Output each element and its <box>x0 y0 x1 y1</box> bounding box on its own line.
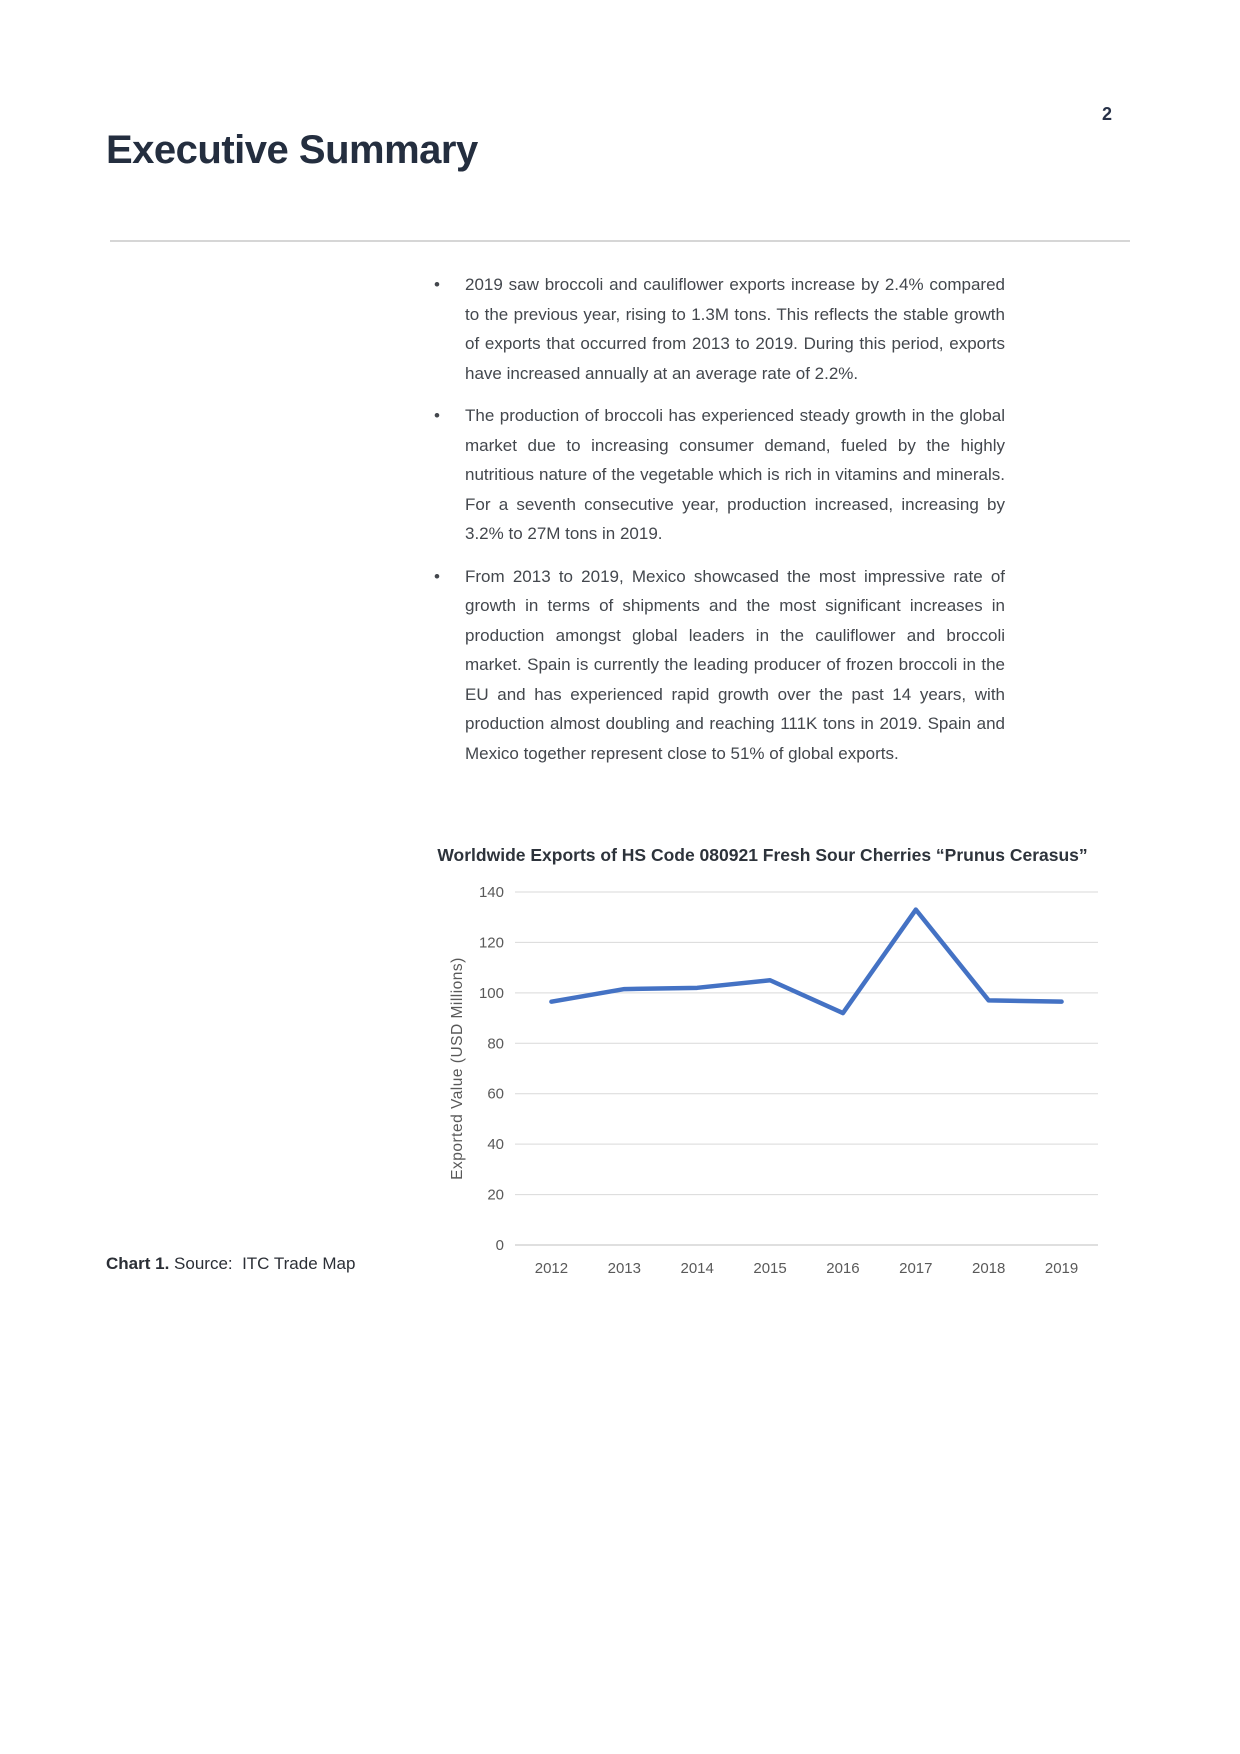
bullet-text: From 2013 to 2019, Mexico showcased the most impressive rate of growth in terms of shipments and the most significant increases in production amongst global leaders in the cauliflower and broccoli market. Spain is currently the leading producer of frozen broccoli in the EU and has experienced rapid growth over the past 14 years, with production almost doubling and reaching 111K tons in 2019. Spain and Mexico together represent close to 51% of global exports. <box>465 566 1005 763</box>
exports-line-chart <box>440 880 1110 1290</box>
x-tick-label: 2012 <box>534 1260 569 1277</box>
x-tick-label: 2018 <box>972 1260 1006 1277</box>
chart-title: Worldwide Exports of HS Code 080921 Fresh Sour Cherries “Prunus Cerasus” <box>437 845 1088 865</box>
x-tick-label: 2019 <box>1044 1260 1079 1277</box>
x-tick-label: 2017 <box>899 1260 933 1277</box>
x-tick-label: 2014 <box>680 1260 714 1277</box>
y-axis-title: Exported Value (USD Millions) <box>449 957 466 1180</box>
bullet-marker-icon: • <box>434 275 440 294</box>
y-tick-label: 60 <box>487 1085 504 1103</box>
chart-caption <box>106 1254 355 1274</box>
page-number: 2 <box>1102 104 1113 124</box>
y-tick-label: 0 <box>495 1237 504 1254</box>
data-line <box>551 910 1061 1013</box>
summary-bullet-list <box>431 270 1005 781</box>
y-tick-label: 140 <box>478 884 504 901</box>
bullet-marker-icon: • <box>434 566 440 586</box>
bullet-text: The production of broccoli has experienced steady growth in the global market due to increasing consumer demand, fueled by the highly nutritious nature of the vegetable which is rich in vitamins and minerals. For a seventh consecutive year, production increased, increasing by 3.2% to 27M tons in 2019. <box>465 406 1005 543</box>
bullet-item <box>431 401 1005 549</box>
bullet-text: 2019 saw broccoli and cauliflower exports increase by 2.4% compared to the previous year, rising to 1.3M tons. This reflects the stable growth of exports that occurred from 2013 to 2019. During this period, exports have increased annually at an average rate of 2.2%. <box>465 275 1005 383</box>
y-tick-label: 120 <box>478 934 504 952</box>
chart-caption-source: Source: ITC Trade Map <box>174 1254 356 1273</box>
bullet-item <box>431 562 1005 769</box>
y-tick-label: 100 <box>478 984 504 1002</box>
chart-caption-label: Chart 1. <box>106 1254 170 1273</box>
bullet-item <box>431 270 1005 388</box>
y-tick-label: 40 <box>487 1136 504 1154</box>
x-tick-label: 2013 <box>607 1260 641 1277</box>
x-tick-label: 2016 <box>826 1260 860 1277</box>
page-title: Executive Summary <box>106 128 478 172</box>
x-tick-label: 2015 <box>753 1260 787 1277</box>
y-tick-label: 80 <box>487 1035 504 1053</box>
bullet-marker-icon: • <box>434 406 440 425</box>
y-tick-label: 20 <box>487 1186 504 1204</box>
heading-divider <box>110 240 1130 242</box>
